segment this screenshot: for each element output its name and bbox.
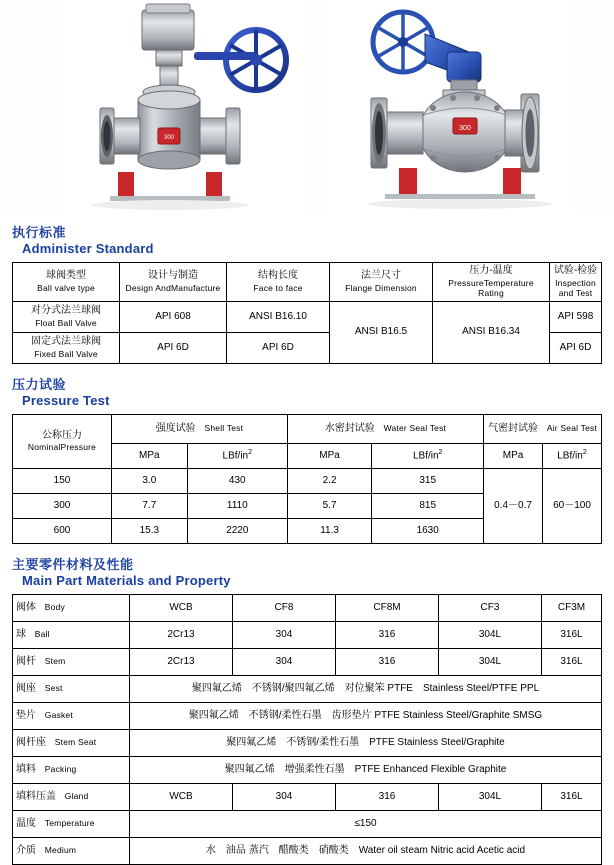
cell-water-mpa-300: 5.7 [287,493,371,518]
cell-gland-1: WCB [130,783,233,810]
col-header-water-seal-test [287,414,483,443]
cell-seat-materials: 聚四氟乙烯 不锈钢/聚四氟乙烯 对位聚笨 PTFE Stainless Steel/PTFE PPL [130,675,602,702]
col-header-face [227,263,330,302]
col-header-test-cn: 试验-检验 [553,265,598,276]
row-label-stem-en: Stem [44,655,66,666]
floating-ball-valve-photo [60,0,310,212]
col-header-nominal-pressure [13,414,112,468]
col-header-air-seal-test [484,414,602,443]
col-header-rating-en: PressureTemperature Rating [448,277,534,299]
cell-valve-type-float-en: Float Ball Valve [35,317,97,328]
cell-shell-mpa-150: 3.0 [112,468,188,493]
row-label-gasket [13,702,130,729]
section-title-en: Pressure Test [22,392,110,408]
svg-text:300: 300 [163,135,175,141]
cell-stem-2: 304 [233,648,336,675]
row-label-temperature-en: Temperature [44,817,95,828]
cell-rating-shared: ANSI B16.34 [433,301,550,363]
cell-packing-materials: 聚四氟乙烯 增强柔性石墨 PTFE Enhanced Flexible Graphite [130,756,602,783]
cell-ball-2: 304 [233,621,336,648]
unit-air-mpa: MPa [484,443,543,468]
cell-body-2: CF8 [233,594,336,621]
cell-nominal-600: 600 [13,518,112,543]
table-header-row [13,414,602,443]
row-label-body-cn: 阀体 [16,601,36,613]
col-header-shell-test-cn: 强度试验 [155,422,196,434]
cell-air-mpa: 0.4－0.7 [484,468,543,543]
row-label-medium [13,837,130,864]
svg-text:300: 300 [459,125,471,132]
unit-water-lbf: LBf/$in^2$ [372,443,484,468]
cell-flange-shared: ANSI B16.5 [330,301,433,363]
col-header-shell-test-en: Shell Test [204,422,244,433]
col-header-nominal-pressure-en: NominalPressure [27,442,97,453]
col-header-face-en: Face to face [253,282,303,293]
pressure-test-table [12,414,602,544]
unit-air-lbf: LBf/$in^2$ [543,443,602,468]
table-row [13,594,602,621]
cell-ball-5: 316L [542,621,602,648]
section-heading-pressure-test [12,374,614,408]
cell-body-4: CF3 [439,594,542,621]
col-header-design-cn: 设计与制造 [148,270,198,282]
unit-exponent: 2 [248,448,253,456]
cell-temperature-value: ≤150 [130,810,602,837]
row-label-ball-cn: 球 [16,628,26,640]
unit-exponent: 2 [438,448,443,456]
cell-design-fixed: API 6D [120,332,227,363]
cell-ball-1: 2Cr13 [130,621,233,648]
cell-test-float: API 598 [550,301,602,332]
col-header-nominal-pressure-cn: 公称压力 [42,429,82,441]
section-title-cn: 主要零件材料及性能 [12,556,134,572]
cell-stem-1: 2Cr13 [130,648,233,675]
row-label-packing-en: Packing [44,763,77,774]
cell-body-1: WCB [130,594,233,621]
row-label-packing [13,756,130,783]
row-label-gland-en: Gland [64,790,89,801]
table-row [13,810,602,837]
table-row [13,648,602,675]
col-header-water-seal-test-cn: 水密封试验 [324,422,375,434]
cell-valve-type-fixed [13,332,120,363]
cell-valve-type-fixed-cn: 固定式法兰球阀 [31,336,101,348]
cell-design-float: API 608 [120,301,227,332]
col-header-valve-type-en: Ball valve type [37,282,95,293]
table-row [13,783,602,810]
row-label-medium-en: Medium [44,844,77,855]
unit-shell-mpa: MPa [112,443,188,468]
cell-shell-mpa-600: 15.3 [112,518,188,543]
cell-face-fixed: API 6D [227,332,330,363]
unit-exponent: 2 [582,448,587,456]
col-header-test-en: Inspection and Test [555,277,596,299]
row-label-gasket-en: Gasket [44,709,73,720]
cell-nominal-150: 150 [13,468,112,493]
section-title-en: Administer Standard [22,241,154,256]
cell-air-lbf: 60－100 [543,468,602,543]
table-row [13,468,602,493]
cell-ball-3: 316 [336,621,439,648]
cell-valve-type-float-cn: 对分式法兰球阀 [31,305,101,317]
row-label-stem-seat-en: Stem Seat [54,736,97,747]
col-header-shell-test [112,414,288,443]
col-header-air-seal-test-cn: 气密封试验 [488,422,539,434]
cell-valve-type-fixed-en: Fixed Ball Valve [34,348,98,359]
cell-body-3: CF8M [336,594,439,621]
row-label-seat-cn: 阀座 [16,682,36,694]
row-label-seat [13,675,130,702]
cell-gland-3: 316 [336,783,439,810]
row-label-stem [13,648,130,675]
table-row [13,756,602,783]
section-title-en: Main Part Materials and Property [22,572,231,588]
cell-water-mpa-600: 11.3 [287,518,371,543]
col-header-valve-type-cn: 球阀类型 [46,270,86,282]
cell-body-5: CF3M [542,594,602,621]
cell-water-lbf-300: 815 [372,493,484,518]
table-row [13,702,602,729]
cell-nominal-300: 300 [13,493,112,518]
col-header-flange-cn: 法兰尺寸 [361,270,401,282]
row-label-temperature-cn: 温度 [16,817,36,829]
main-part-materials-table [12,594,602,865]
col-header-flange [330,263,433,302]
row-label-stem-seat [13,729,130,756]
row-label-seat-en: Sest [44,682,63,693]
col-header-air-seal-test-en: Air Seal Test [546,422,598,433]
row-label-body [13,594,130,621]
cell-shell-lbf-300: 1110 [187,493,287,518]
cell-stem-seat-materials: 聚四氟乙烯 不锈钢/柔性石墨 PTFE Stainless Steel/Graphite [130,729,602,756]
cell-gland-4: 304L [439,783,542,810]
cell-gland-2: 304 [233,783,336,810]
table-row [13,301,602,332]
table-row [13,837,602,864]
cell-gasket-materials: 聚四氟乙烯 不锈钢/柔性石墨 齿形垫片 PTFE Stainless Steel/Graphite SMSG [130,702,602,729]
cell-shell-lbf-600: 2220 [187,518,287,543]
table-row [13,621,602,648]
cell-valve-type-float [13,301,120,332]
table-header-row [13,263,602,302]
row-label-gland-cn: 填料压盖 [16,790,56,802]
row-label-stem-seat-cn: 阀杆座 [16,736,46,748]
trunnion-ball-valve-photo [325,0,575,212]
cell-ball-4: 304L [439,621,542,648]
row-label-packing-cn: 填料 [16,763,36,775]
product-photos [0,0,614,212]
cell-shell-lbf-150: 430 [187,468,287,493]
col-header-rating-cn: 压力-温度 [469,265,513,276]
unit-shell-lbf: LBf/$in^2$ [187,443,287,468]
section-title-cn: 执行标准 [12,225,67,240]
row-label-gland [13,783,130,810]
cell-stem-4: 304L [439,648,542,675]
cell-stem-5: 316L [542,648,602,675]
col-header-water-seal-test-en: Water Seal Test [383,422,447,433]
cell-water-lbf-600: 1630 [372,518,484,543]
row-label-body-en: Body [44,601,65,612]
cell-stem-3: 316 [336,648,439,675]
section-title-cn: 压力试验 [12,376,67,392]
col-header-face-cn: 结构长度 [258,270,298,282]
col-header-valve-type [13,263,120,302]
col-header-flange-en: Flange Dimension [345,282,417,293]
cell-water-mpa-150: 2.2 [287,468,371,493]
col-header-rating [433,263,550,302]
section-heading-main-part-materials [12,554,614,588]
col-header-design [120,263,227,302]
cell-shell-mpa-300: 7.7 [112,493,188,518]
section-heading-administer-standard [12,222,614,256]
cell-medium-value: 水 油品 蒸汽 醋酸类 硝酸类 Water oil steam Nitric acid Acetic acid [130,837,602,864]
administer-standard-table [12,262,602,364]
table-row [13,729,602,756]
col-header-test [550,263,602,302]
row-label-ball-en: Ball [34,628,50,639]
row-label-gasket-cn: 垫片 [16,709,36,721]
col-header-design-en: Design AndManufacture [125,282,221,293]
unit-water-mpa: MPa [287,443,371,468]
cell-test-fixed: API 6D [550,332,602,363]
cell-water-lbf-150: 315 [372,468,484,493]
cell-face-float: ANSI B16.10 [227,301,330,332]
table-row [13,675,602,702]
row-label-ball [13,621,130,648]
row-label-medium-cn: 介质 [16,844,36,856]
row-label-temperature [13,810,130,837]
cell-gland-5: 316L [542,783,602,810]
row-label-stem-cn: 阀杆 [16,655,36,667]
